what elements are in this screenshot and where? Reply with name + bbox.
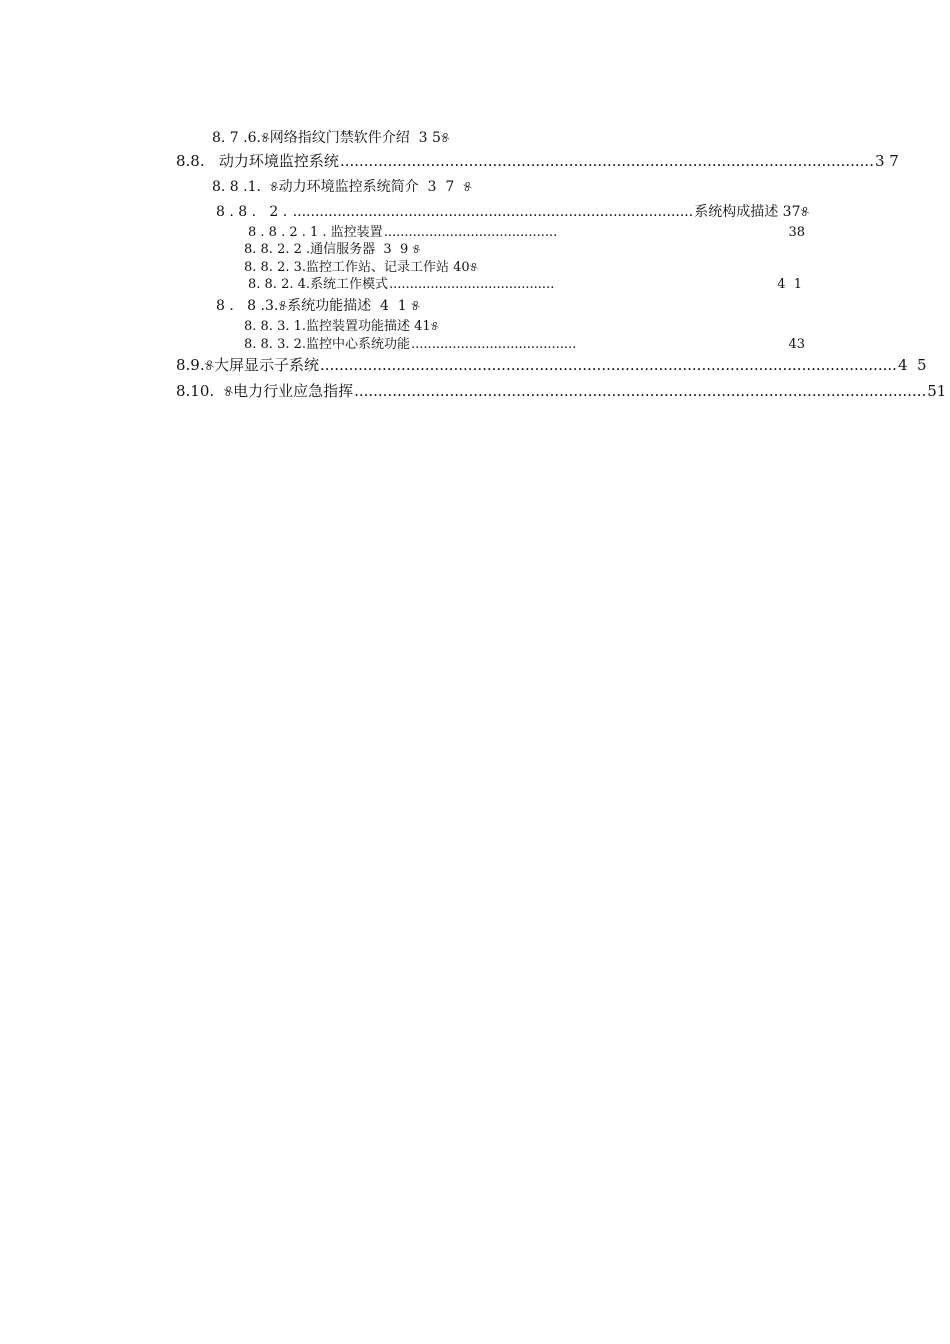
- toc-entry: [248, 278, 802, 291]
- toc-entry-title: [287, 205, 291, 219]
- toc-entry-page: 38: [788, 225, 805, 240]
- toc-entry-number: 8. 8. 2. 4.: [248, 277, 311, 292]
- toc-leader-dots: ........................................................................................................................: [354, 382, 927, 400]
- toc-entry: [176, 356, 927, 374]
- toc-entry: [248, 226, 805, 239]
- toc-entry-title: 监控中心系统功能: [306, 337, 411, 352]
- toc-entry: [244, 243, 420, 256]
- toc-entry-title: 监控工作站、记录工作站 40୫: [306, 260, 478, 275]
- toc-entry-number: 8. 8 .1.: [212, 179, 261, 195]
- toc-entry: [244, 320, 439, 333]
- toc-entry-number: 8. 8. 2. 3.: [244, 260, 307, 275]
- toc-entry-page: 4 1: [777, 277, 802, 292]
- toc-entry-title: ୫网络指纹门禁软件介绍 3 5୫: [260, 130, 450, 146]
- toc-entry-title: 监控装置: [326, 225, 383, 240]
- toc-entry-page: 51: [927, 382, 947, 400]
- toc-entry-title: 监控装置功能描述 41୫: [306, 319, 439, 334]
- toc-entry-number: 8.8.: [176, 152, 205, 170]
- toc-entry-title: ୫电力行业应急指挥: [214, 382, 354, 400]
- toc-entry-page: 3 7: [874, 152, 899, 170]
- toc-leader-dots: .........................................................................................................................: [320, 356, 897, 374]
- toc-entry-title: ୫动力环境监控系统简介 3 7 ୫: [260, 179, 472, 195]
- toc-entry-number: 8. 7 .6.: [212, 130, 261, 146]
- toc-entry-title: 系统工作模式: [310, 277, 389, 292]
- toc-entry-page: 4 5: [897, 356, 927, 374]
- toc-leader-dots: ..........................................: [383, 225, 558, 240]
- toc-entry-number: 8.9.: [176, 356, 205, 374]
- toc-entry-number: 8. 8. 2. 2 .: [244, 242, 311, 257]
- toc-leader-dots: ........................................: [411, 337, 577, 352]
- toc-entry: [216, 299, 420, 313]
- toc-leader-dots: ................................................................................................................: [339, 152, 874, 170]
- toc-entry-number: 8.10.: [176, 382, 215, 400]
- toc-entry: [216, 204, 810, 220]
- toc-entry: [176, 152, 899, 170]
- toc-entry-number: 8 . 8 . 2 .: [216, 204, 288, 220]
- toc-entry-page: 43: [788, 337, 805, 352]
- toc-entry-number: 8. 8. 3. 1.: [244, 319, 307, 334]
- toc-entry-title: ୫大屏显示子系统: [204, 356, 319, 374]
- toc-entry: [244, 261, 478, 274]
- toc-entry-number: 8 . 8 . 2 . 1 .: [248, 225, 327, 240]
- toc-entry-title: ୫系统功能描述 4 1 ୫: [278, 298, 420, 314]
- toc-entry-number: 8 . 8 .3.: [216, 298, 279, 314]
- toc-entry: [244, 338, 805, 351]
- toc-entry: [176, 382, 947, 400]
- toc-entry-title: 动力环境监控系统: [204, 152, 339, 170]
- toc-entry: [212, 131, 450, 145]
- toc-leader-dots: ........................................: [389, 277, 555, 292]
- toc-leader-dots: ..........................................................................................: [292, 204, 694, 220]
- toc-entry-page: 系统构成描述 37୫: [694, 204, 810, 220]
- toc-entry-title: 通信服务器 3 9 ୫: [310, 242, 421, 257]
- toc-entry: [212, 180, 472, 194]
- toc-entry-number: 8. 8. 3. 2.: [244, 337, 307, 352]
